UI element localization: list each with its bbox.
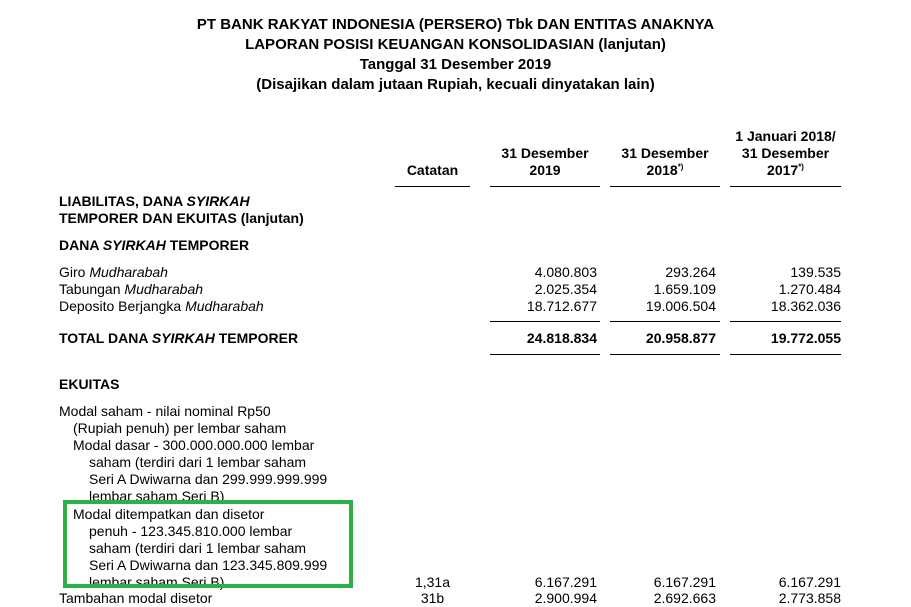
section-heading-liabilitas-line2: TEMPORER DAN EKUITAS (lanjutan) (59, 210, 304, 226)
row-total-2018: 20.958.877 (645, 330, 716, 346)
column-header-2019-line2: 2019 (529, 162, 561, 178)
report-subtitle: LAPORAN POSISI KEUANGAN KONSOLIDASIAN (lanjutan) (245, 36, 666, 53)
row-label-deposito (59, 298, 264, 315)
row-label-tabungan-italic: Mudharabah (124, 281, 204, 297)
modal-ditempatkan-line: lembar saham Seri B) (89, 574, 225, 590)
report-unit-note: (Disajikan dalam jutaan Rupiah, kecuali dinyatakan lain) (256, 76, 655, 93)
total-rule-2019 (490, 354, 600, 355)
modal-ditempatkan-line: Seri A Dwiwarna dan 123.345.809.999 (89, 557, 328, 573)
row-total-2019: 24.818.834 (526, 330, 597, 346)
dana-heading-b: SYIRKAH (102, 237, 166, 253)
row-label-giro (59, 264, 168, 281)
row-giro-2018: 293.264 (665, 264, 716, 280)
modal-ditempatkan-2018: 6.167.291 (653, 574, 716, 590)
modal-ditempatkan-line: Modal ditempatkan dan disetor (73, 506, 265, 522)
row-label-giro-text: Giro (59, 264, 90, 280)
tambahan-modal-2019: 2.900.994 (534, 590, 597, 606)
row-tabungan-2019: 2.025.354 (534, 281, 597, 297)
subtotal-rule-2017 (730, 321, 841, 322)
tambahan-modal-label: Tambahan modal disetor (59, 590, 213, 606)
row-label-total (59, 330, 298, 347)
header-rule-2019 (490, 186, 600, 187)
section-heading-liabilitas (59, 193, 250, 210)
row-tabungan-2017: 1.270.484 (778, 281, 841, 297)
tambahan-modal-2018: 2.692.663 (653, 590, 716, 606)
header-rule-2018 (610, 186, 720, 187)
row-deposito-2017: 18.362.036 (770, 298, 841, 314)
modal-ditempatkan-line: penuh - 123.345.810.000 lembar (89, 523, 293, 539)
column-header-2017-line1: 1 Januari 2018/ (735, 128, 836, 144)
modal-saham-line: lembar saham Seri B) (89, 488, 225, 504)
row-tabungan-2018: 1.659.109 (653, 281, 716, 297)
column-header-2018-line2 (610, 162, 720, 179)
report-title: PT BANK RAKYAT INDONESIA (PERSERO) Tbk DAN ENTITAS ANAKNYA (196, 16, 715, 33)
total-label-a: TOTAL DANA (59, 330, 152, 346)
header-rule-2017 (730, 186, 841, 187)
tambahan-modal-2017: 2.773.858 (778, 590, 841, 606)
modal-ditempatkan-2019: 6.167.291 (534, 574, 597, 590)
total-label-b: SYIRKAH (151, 330, 215, 346)
row-label-deposito-italic: Mudharabah (185, 298, 264, 314)
row-label-tabungan-text: Tabungan (59, 281, 125, 297)
column-header-2018-line1: 31 Desember (621, 145, 709, 161)
row-deposito-2019: 18.712.677 (526, 298, 597, 314)
dana-heading-a: DANA (59, 237, 103, 253)
modal-ditempatkan-note: 1,31a (414, 574, 451, 590)
report-date: Tanggal 31 Desember 2019 (359, 56, 552, 73)
row-deposito-2018: 19.006.504 (645, 298, 716, 314)
row-total-2017: 19.772.055 (770, 330, 841, 346)
modal-saham-line: (Rupiah penuh) per lembar saham (73, 420, 287, 436)
column-header-2019-line1: 31 Desember (501, 145, 589, 161)
modal-saham-line: saham (terdiri dari 1 lembar saham (89, 454, 307, 470)
header-rule-catatan (395, 186, 470, 187)
column-header-2018-footnote-mark: *) (677, 162, 684, 172)
row-giro-2019: 4.080.803 (534, 264, 597, 280)
section-heading-liabilitas-text: LIABILITAS, DANA (59, 193, 187, 209)
section-heading-ekuitas: EKUITAS (59, 376, 120, 392)
row-giro-2017: 139.535 (790, 264, 841, 280)
dana-heading-c: TEMPORER (165, 237, 250, 253)
row-label-tabungan (59, 281, 203, 298)
column-header-2017-footnote-mark: *) (798, 162, 804, 172)
total-label-c: TEMPORER (214, 330, 299, 346)
subtotal-rule-2018 (610, 321, 720, 322)
column-header-2017-year: 2017 (767, 162, 799, 178)
highlight-box (63, 500, 353, 588)
row-label-deposito-text: Deposito Berjangka (59, 298, 186, 314)
section-heading-dana-syirkah (59, 237, 249, 254)
subtotal-rule-2019 (490, 321, 600, 322)
modal-saham-line: Modal saham - nilai nominal Rp50 (59, 403, 271, 419)
modal-ditempatkan-2017: 6.167.291 (778, 574, 841, 590)
column-header-2017-line2: 31 Desember (741, 145, 830, 161)
column-header-catatan: Catatan (406, 162, 459, 178)
total-rule-2018 (610, 354, 720, 355)
row-label-giro-italic: Mudharabah (89, 264, 168, 280)
modal-saham-line: Seri A Dwiwarna dan 299.999.999.999 (89, 471, 328, 487)
column-header-2017-line3 (728, 162, 843, 179)
tambahan-modal-note: 31b (420, 590, 445, 606)
total-rule-2017 (730, 354, 841, 355)
modal-saham-line: Modal dasar - 300.000.000.000 lembar (73, 437, 315, 453)
column-header-2018-year: 2018 (646, 162, 678, 178)
section-heading-liabilitas-italic: SYIRKAH (186, 193, 250, 209)
modal-ditempatkan-line: saham (terdiri dari 1 lembar saham (89, 540, 307, 556)
